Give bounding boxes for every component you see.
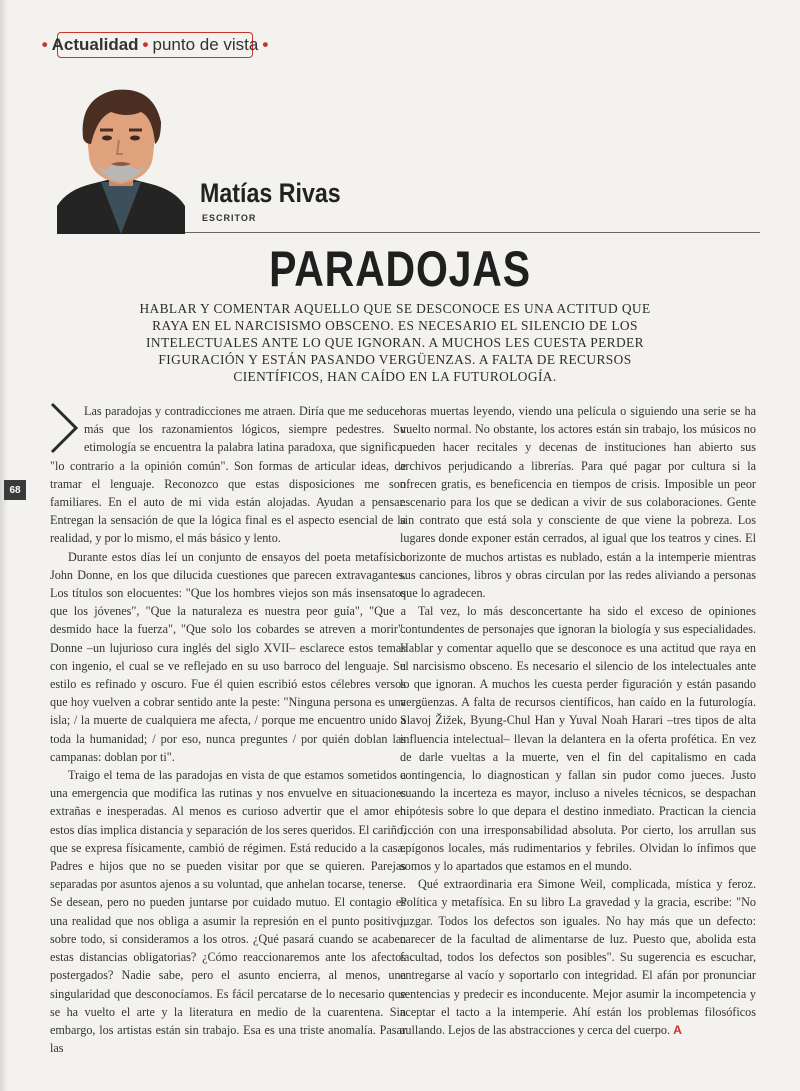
paragraph: Las paradojas y contradicciones me atraen. Diría que me seducen más que los razonamientos lógicos, siempre pedestres. Su etimología se encuentra la palabra latina paradoxa, que significa: "lo contrario a la opinión común". Son formas de articular ideas, de tramar el lenguaje. Reconozco que estas disposiciones me son familiares. En el auto de mi vida están alojadas. Ayudan a pensar. Entregan la sensación de que la lógica final es el aspecto esencial de la realidad, y por lo mismo, el más básico y lento. (50, 404, 406, 546)
author-role: ESCRITOR (202, 213, 257, 223)
page-number: 68 (4, 480, 26, 500)
paragraph-text: Qué extraordinaria era Simone Weil, complicada, mística y feroz. Política y metafísica. En su libro La gravedad y la gracia, escribe: "No juzgar. Todos los defectos son iguales. No hay más que un defecto: carecer de la facultad de alimentarse de luz. Puesto que, abolida esta facultad, todos los defectos son posibles". Su sugerencia es escuchar, entregarse al vacío y soportarlo con integridad. El afán por pronunciar sentencias y predecir es inconducente. Mejor asumir la incompetencia y aceptar el tacto a la intemperie. Ahí están los problemas filosóficos aullando. Lejos de las abstracciones y cerca del cuerpo. (400, 877, 756, 1037)
article-column-left (50, 402, 406, 1057)
paragraph: Durante estos días leí un conjunto de ensayos del poeta metafísico John Donne, en los que dilucida cuestiones que parecen extravagantes. Los títulos son elocuentes: "Que los hombres viejos son más insensatos que los jóvenes", "Que la naturaleza es nuestra peor guía", "Que a desmido hace la fuerza", "Que solo los cobardes se atreven a morir". Donne –un lujurioso cura inglés del siglo XVII– esclarece estos temas con ingenio, el cual se ve reflejado en su uso barroco del lenguaje. Su estilo es refinado y oscuro. Fue él quien escribió estos célebres versos que hoy vuelven a cobrar sentido ante la peste: "Ninguna persona es una isla; / la muerte de cualquiera me afecta, / porque me encuentro unido a toda la humanidad; / por eso, nunca preguntes / por quién doblan las campanas: doblan por ti". (50, 549, 406, 764)
article-title: PARADOJAS (269, 241, 531, 297)
paragraph: horas muertas leyendo, viendo una película o siguiendo una serie se ha vuelto normal. No obstante, los actores están sin trabajo, los músicos no pueden hacer recitales y decenas de instituciones han abierto sus archivos perjudicando a librerías. Para qué pagar por cultura si la ofrecen gratis, es beneficencia en tiempos de crisis. Imposible un peor escenario para los que se dedican a vivir de sus colaboraciones. Gente sin contrato que está sola y consciente de que viene la pobreza. Los lugares donde exponer están cerrados, al igual que los teatros y cines. El horizonte de muchos artistas es nublado, están a la intemperie mientras sus canciones, libros y obras circulan por las redes aliviando a personas que lo agradecen. (400, 404, 756, 601)
chevron-right-icon (48, 402, 80, 454)
paragraph: Traigo el tema de las paradojas en vista de que estamos sometidos a una emergencia que modifica las rutinas y nos envuelve en situaciones extrañas e inesperadas. Al menos es curioso advertir que el amor en estos días implica distancia y separación de los seres queridos. El cariño, que se expresa físicamente, cambió de régimen. Está reducido a la casa. Padres e hijos que no se pueden visitar por que se quieren. Parejas separadas por asuntos ajenos a su voluntad, que anhelan tocarse, tenerse. Se desean, pero no pueden juntarse por cuidado mutuo. El contagio es una realidad que nos obliga a asumir la represión en el punto positivo, sobre todo, si consideramos a los otros. ¿Qué pasará cuando se acaben estas distancias obligatorias? ¿Cómo reaccionaremos ante los afectos postergados? Nadie sabe, pero el asunto encierra, al menos, una singularidad que desconocíamos. Es fácil percatarse de lo necesario que se ha vuelto el arte y la literatura en medio de la cuarentena. Sin embargo, los artistas están sin trabajo. Esa es una triste anomalía. Pasar las (50, 768, 406, 1056)
article-deck: HABLAR Y COMENTAR AQUELLO QUE SE DESCONOCE ES UNA ACTITUD QUE RAYA EN EL NARCISISMO OBSCENO. ES NECESARIO EL SILENCIO DE LOS INTELECTUALES ANTE LO QUE IGNORAN. A MUCHOS LES CUESTA PERDER FIGURACIÓN Y ESTÁN PASANDO VERGÜENZAS. A FALTA DE RECURSOS CIENTÍFICOS, HAN CAÍDO EN LA FUTUROLOGÍA. (139, 301, 651, 384)
end-mark: A (673, 1022, 682, 1037)
author-portrait-illustration (57, 78, 185, 234)
section-sublabel: punto de vista (152, 35, 259, 54)
paragraph: Tal vez, lo más desconcertante ha sido el exceso de opiniones contundentes de personajes que ignoran la biología y sus especialidades. Hablar y comentar aquello que se desconoce es una actitud que raya en el narcisismo obsceno. Es necesario el silencio de los intelectuales ante lo que ignoran. A muchos les cuesta perder figuración y están pasando vergüenzas. A falta de recursos científicos, han caído en la futurología. Slavoj Žižek, Byung-Chul Han y Yuval Noah Harari –tres tipos de alta influencia intelectual– llevan la delantera en la oferta profética. En vez de darle vueltas a la muerte, ven el fin del capitalismo en cada contingencia, lo diagnostican y fallan sin pudor como jueces. Justo cuando la incerteza es mayor, incluso a niveles técnicos, se despachan hipótesis sobre lo que depara el destino inmediato. Practican la ciencia ficción con una irresponsabilidad absoluta. Por cierto, los arrullan sus epígonos locales, más rudimentarios y febriles. Olvidan lo ínfimos que somos y lo apartados que estamos en el mundo. (400, 604, 756, 874)
section-label: Actualidad (51, 35, 139, 54)
page-edge-shadow (0, 0, 8, 1091)
section-bullet-mid: • (142, 35, 149, 54)
header-rule (185, 232, 760, 233)
article-column-right (400, 402, 756, 1039)
author-name: Matías Rivas (200, 178, 341, 208)
paragraph (400, 875, 756, 1039)
section-tag (41, 32, 269, 58)
section-bullet-right: • (262, 35, 269, 54)
section-bullet-left: • (41, 35, 48, 54)
